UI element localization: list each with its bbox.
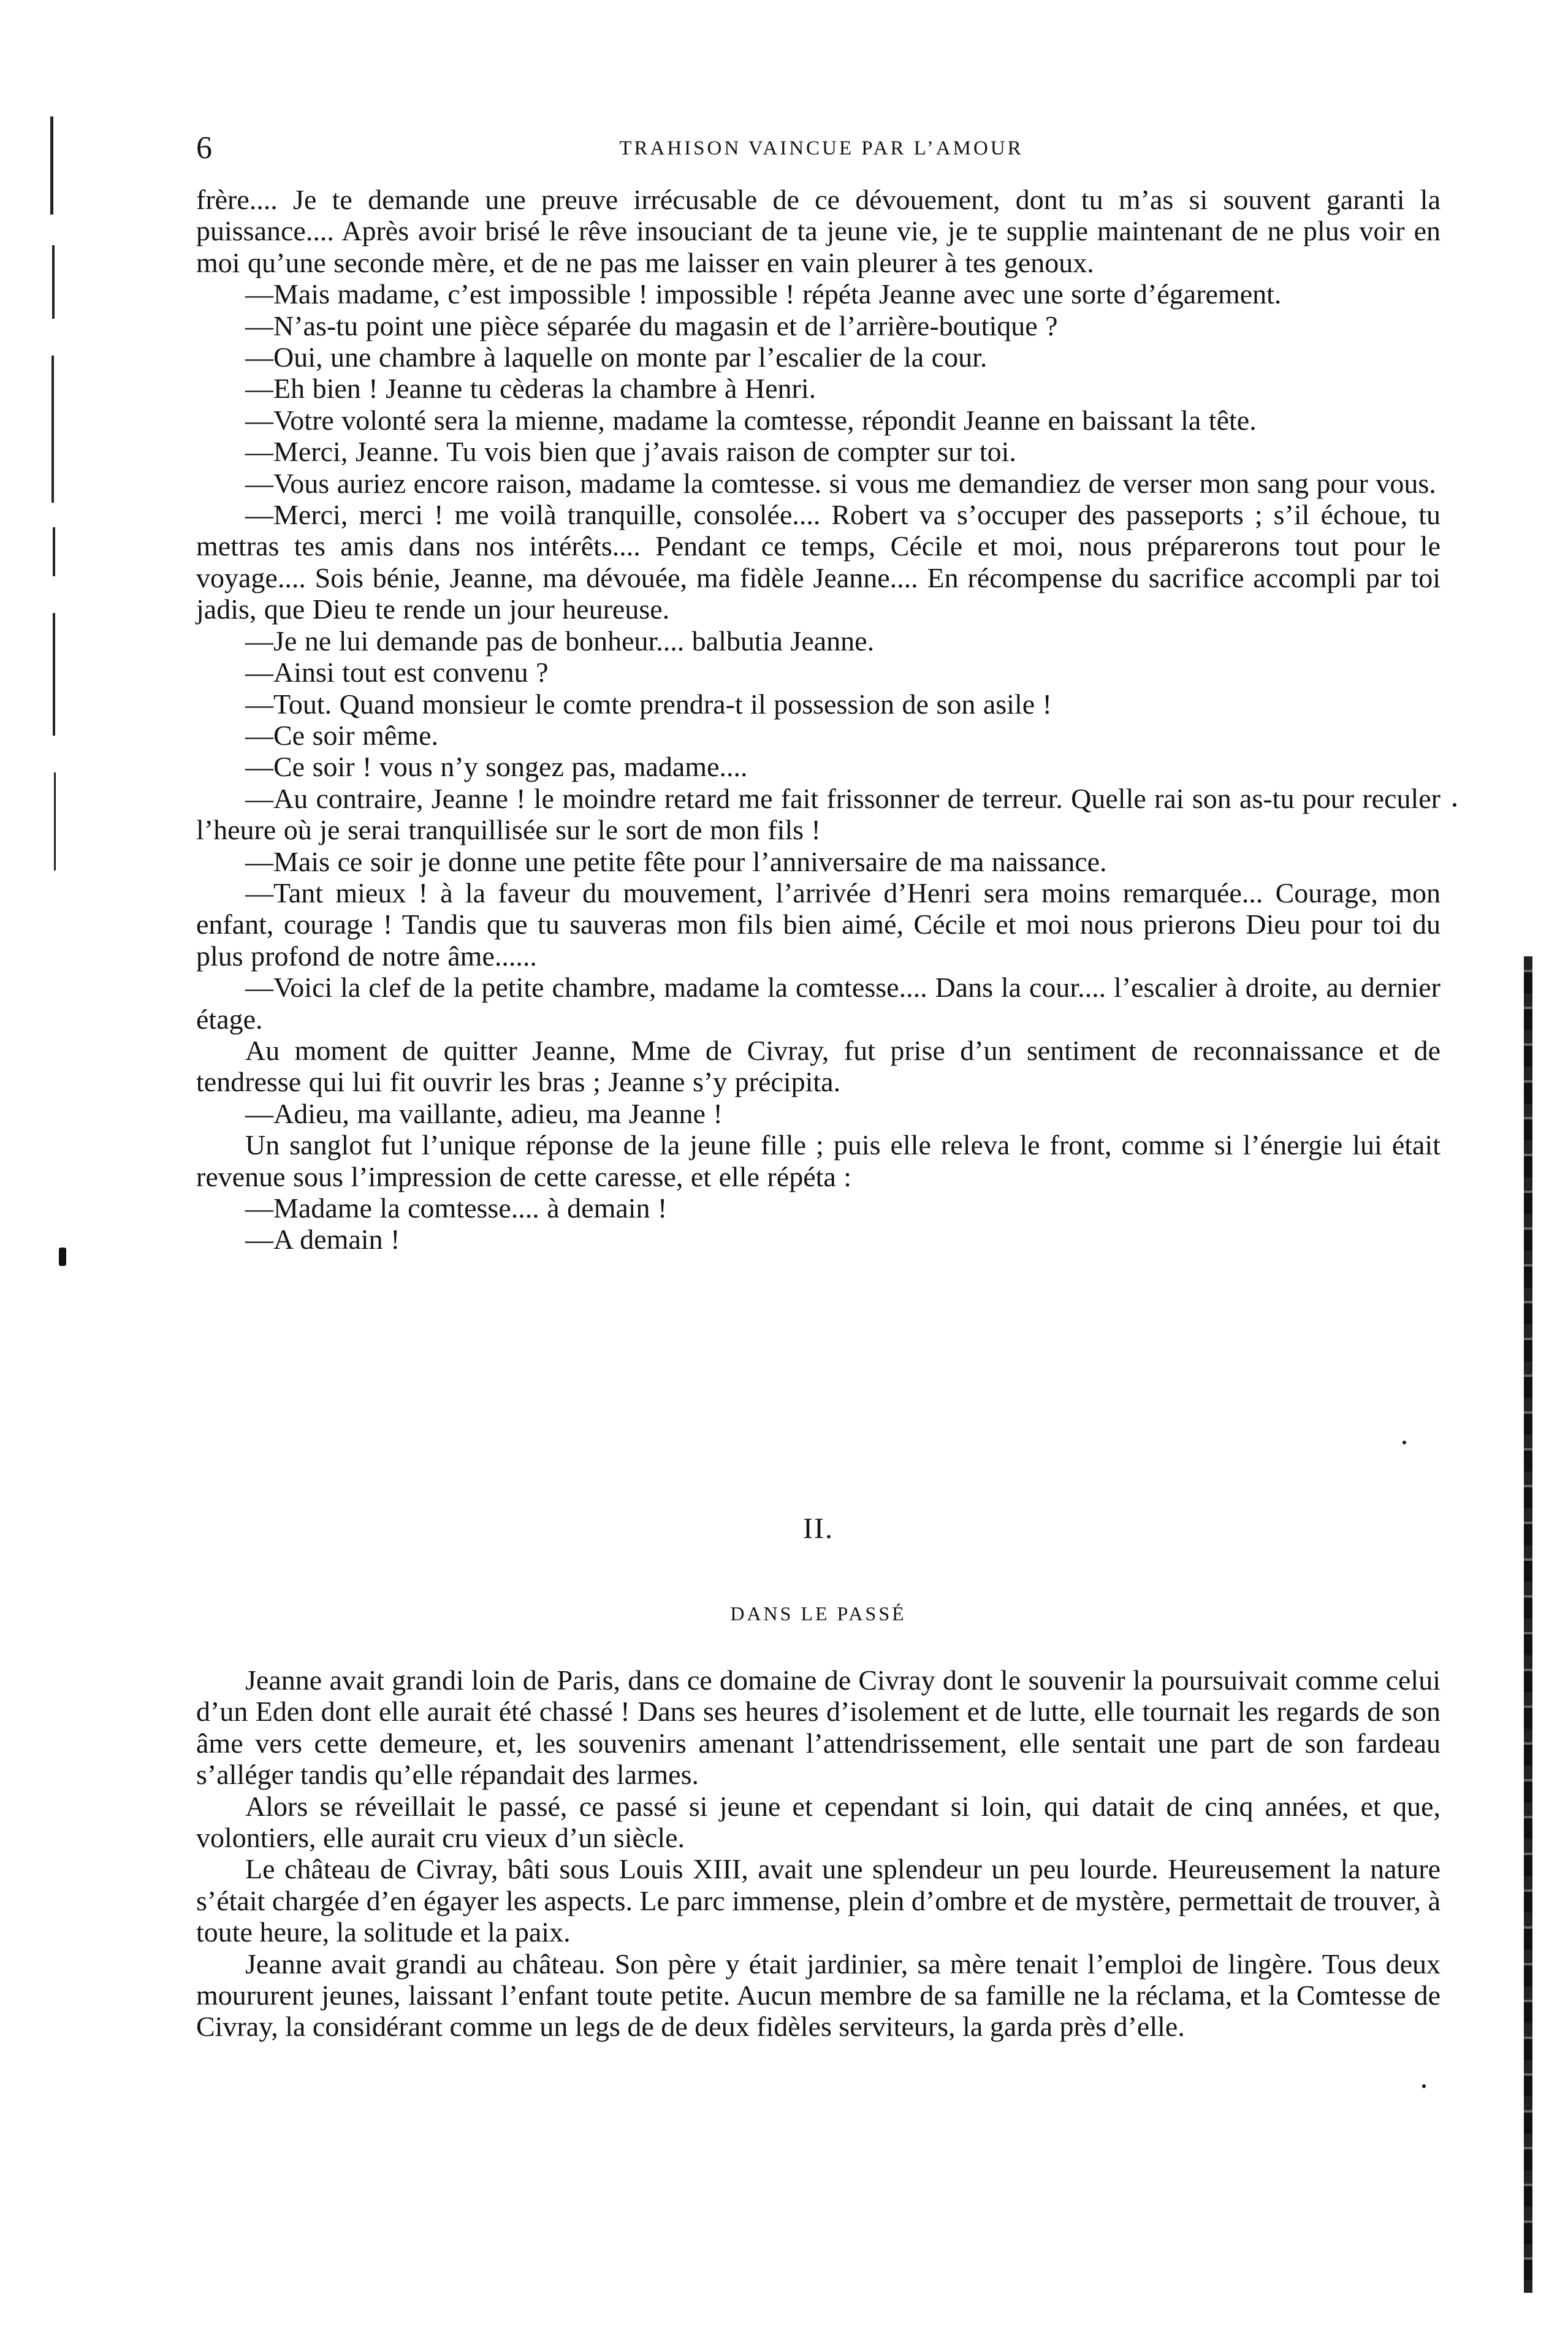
dialogue-line: —Adieu, ma vaillante, adieu, ma Jeanne ! [245,1097,723,1129]
dialogue-line: —Mais ce soir je donne une petite fête pour l’anniversaire de ma naissance. [245,845,1107,877]
dialogue-line: —N’as-tu point une pièce séparée du magasin et de l’arrière-boutique ? [245,310,1058,341]
binding-mark [52,245,55,319]
dialogue-line: —Voici la clef de la petite chambre, madame la comtesse.... Dans la cour.... l’escalier à droite, au dernier étage. [196,972,1441,1035]
paragraph: Alors se réveillait le passé, ce passé si jeune et cependant si loin, qui datait de cinq années, et que, volontiers, elle aurait cru vieux d’un siècle. [196,1790,1441,1854]
ink-speck [59,1248,66,1266]
ink-speck [1453,803,1456,807]
ink-speck [1402,1441,1406,1444]
dialogue-line: —Au contraire, Jeanne ! le moindre retard me fait frissonner de terreur. Quelle rai son as-tu pour reculer l’heure où je serai tranquillisée sur le sort de mon fils ! [196,782,1441,846]
dialogue-line: —Je ne lui demande pas de bonheur.... balbutia Jeanne. [245,625,875,657]
dialogue-line: —Tant mieux ! à la faveur du mouvement, l’arrivée d’Henri sera moins remarquée... Courage, mon enfant, courage ! Tandis que tu sauveras mon fils bien aimé, Cécile et moi nous prierons Dieu pour toi du plus profond de notre âme...... [196,877,1441,972]
section-body-text [196,1664,1441,2043]
dialogue-line: —Merci, Jeanne. Tu vois bien que j’avais raison de compter sur toi. [245,436,1016,468]
binding-mark [50,116,53,215]
paragraph: Un sanglot fut l’unique réponse de la jeune fille ; puis elle releva le front, comme si l’énergie lui était revenue sous l’impression de cette caresse, et elle répéta : [196,1129,1441,1192]
dialogue-line: —Oui, une chambre à laquelle on monte par l’escalier de la cour. [245,341,988,373]
binding-mark [51,356,54,503]
dialogue-line: —Eh bien ! Jeanne tu cèderas la chambre à Henri. [245,373,816,405]
paragraph: Jeanne avait grandi au château. Son père y était jardinier, sa mère tenait l’emploi de lingère. Tous deux moururent jeunes, laissant l’enfant toute petite. Aucun membre de sa famille ne la réclama, et la Comtesse de Civray, la considérant comme un legs de de deux fidèles serviteurs, la garda près d’elle. [196,1948,1441,2043]
section-title: DANS LE PASSÉ [730,1603,907,1625]
dialogue-line: —Mais madame, c’est impossible ! impossible ! répéta Jeanne avec une sorte d’égarement. [245,278,1282,310]
body-text [196,184,1441,1256]
binding-mark [54,772,56,871]
section-number: II. [803,1512,834,1545]
dialogue-line: —Madame la comtesse.... à demain ! [245,1192,668,1224]
ink-speck [1422,2084,1426,2088]
binding-mark [53,613,55,736]
paragraph: Le château de Civray, bâti sous Louis XIII, avait une splendeur un peu lourde. Heureusement la nature s’était chargée d’en égayer les aspects. Le parc immense, plein d’ombre et de mystère, permettait de trouver, à toute heure, la solitude et la paix. [196,1853,1441,1948]
dialogue-line: —Ce soir ! vous n’y songez pas, madame.... [245,751,748,783]
dialogue-line: —Ainsi tout est convenu ? [245,657,549,688]
paragraph: frère.... Je te demande une preuve irrécusable de ce dévouement, dont tu m’as si souvent garanti la puissance.... Après avoir brisé le rêve insouciant de ta jeune vie, je te supplie maintenant de ne plus voir en moi qu’une seconde mère, et de ne pas me laisser en vain pleurer à tes genoux. [196,184,1441,278]
dialogue-line: —Ce soir même. [245,719,438,751]
paragraph: Jeanne avait grandi loin de Paris, dans ce domaine de Civray dont le souvenir la poursuivait comme celui d’un Eden dont elle aurait été chassé ! Dans ses heures d’isolement et de lutte, elle tournait les regards de son âme vers cette demeure, et, les souvenirs amenant l’attendrissement, elle sentait une part de son fardeau s’alléger tandis qu’elle répandait des larmes. [196,1664,1441,1791]
paragraph: Au moment de quitter Jeanne, Mme de Civray, fut prise d’un sentiment de reconnaissance et de tendresse qui lui fit ouvrir les bras ; Jeanne s’y précipita. [196,1034,1441,1098]
dialogue-line: —Tout. Quand monsieur le comte prendra-t il possession de son asile ! [245,688,1052,720]
running-head [196,130,1447,173]
running-title: TRAHISON VAINCUE PAR L’AMOUR [619,137,1024,159]
dialogue-line: —Votre volonté sera la mienne, madame la comtesse, répondit Jeanne en baissant la tête. [245,404,1257,436]
page-number: 6 [196,131,212,166]
page-edge-shadow [1524,956,1532,2293]
dialogue-line: —A demain ! [245,1224,400,1256]
binding-mark [53,527,55,576]
dialogue-line: —Vous auriez encore raison, madame la comtesse. si vous me demandiez de verser mon sang pour vous. [245,467,1436,499]
dialogue-line: —Merci, merci ! me voilà tranquille, consolée.... Robert va s’occuper des passeports ; s’il échoue, tu mettras tes amis dans nos intérêts.... Pendant ce temps, Cécile et moi, nous préparerons tout pour le voyage.... Sois bénie, Jeanne, ma dévouée, ma fidèle Jeanne.... En récompense du sacrifice accompli par toi jadis, que Dieu te rende un jour heureuse. [196,499,1441,625]
